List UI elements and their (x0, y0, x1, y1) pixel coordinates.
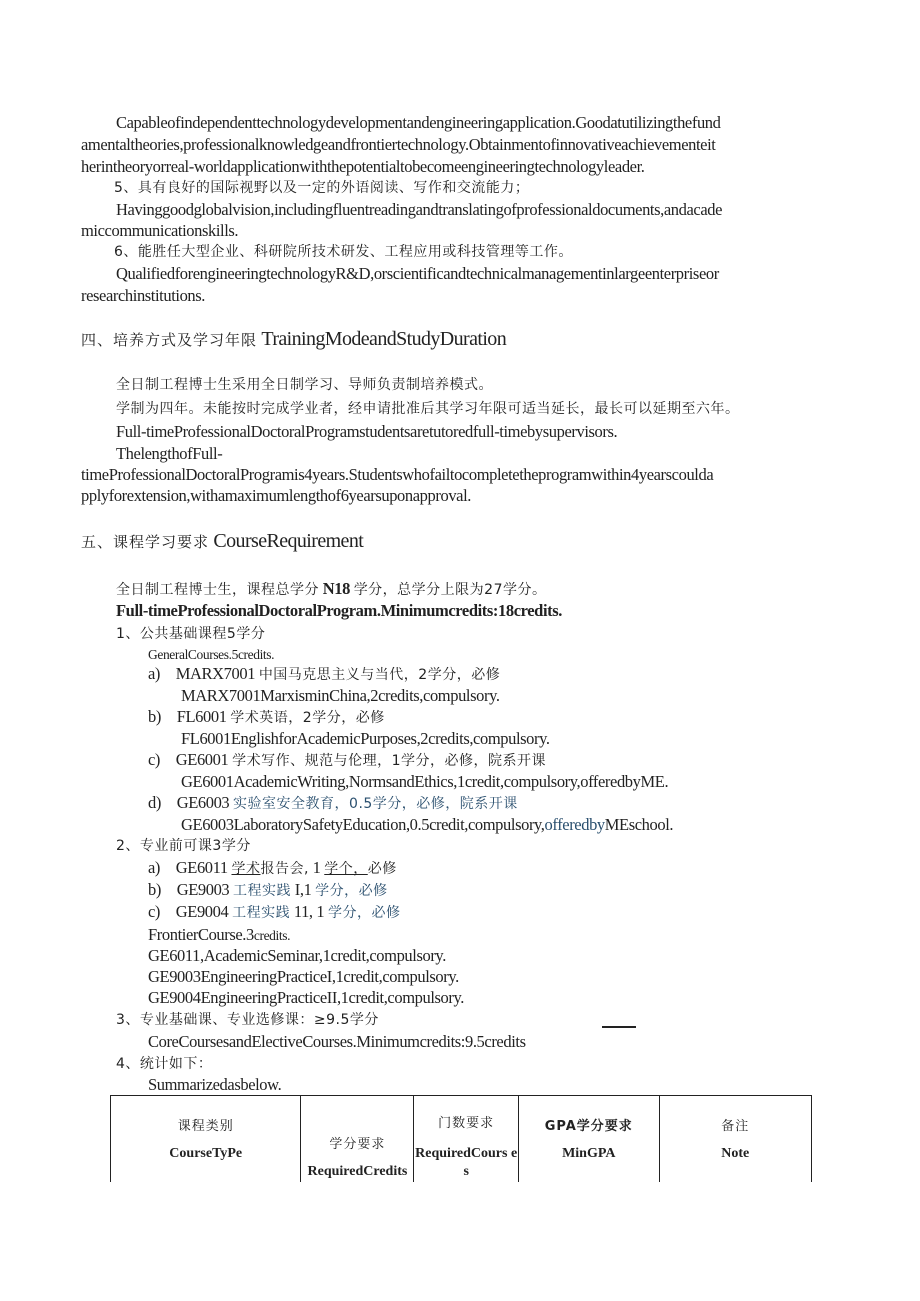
summary-title: 4、统计如下： (116, 1056, 213, 1072)
credit-summary-en: Full-timeProfessionalDoctoralProgram.Minimumcredits:18credits. (116, 601, 562, 620)
frontier-a-credits: 1 (312, 858, 321, 877)
table-header-required-credits-en: RequiredCredits (307, 1163, 408, 1179)
objective-6-zh: 6、能胜任大型企业、科研院所技术研发、工程应用或科技管理等工作。 (114, 244, 573, 260)
course-d-en-highlight: offeredby (544, 815, 605, 834)
course-d-line (148, 792, 518, 815)
credit-summary-zh (116, 578, 547, 601)
table-header-course-type-en: CourseTyPe (169, 1146, 243, 1162)
table-header-required-courses (414, 1096, 519, 1182)
credit-summary-zh-part-2: 学分，总学分上限为27学分。 (353, 582, 547, 598)
section-4-heading-zh: 四、培养方式及学习年限 (81, 331, 258, 349)
objective-5-en-line-1: Havinggoodglobalvision,includingfluentreadingandtranslatingofprofessionaldocuments,andacade (116, 200, 723, 219)
table-header-course-type-zh: 课程类别 (177, 1119, 234, 1135)
objective-4-en-line-2: amentaltheories,professionalknowledgeandfrontiertechnology.Obtainmentofinnovativeachievementeit (81, 135, 716, 154)
credit-summary-zh-part-1: 全日制工程博士生，课程总学分 (116, 582, 319, 598)
course-c-line (148, 749, 546, 772)
table-header-note-en: Note (721, 1146, 750, 1162)
course-summary-table (110, 1095, 812, 1182)
frontier-c-credits: 11, 1 (293, 902, 325, 921)
frontier-en-line-0 (148, 924, 290, 947)
table-header-required-courses-zh: 门数要求 (438, 1116, 495, 1131)
frontier-a-line (148, 857, 397, 880)
course-a-line (148, 663, 500, 686)
frontier-c-letter: c) (148, 902, 161, 921)
frontier-b-zh-2: 学分，必修 (315, 883, 388, 899)
course-b-letter: b) (148, 707, 161, 726)
section-4-en-line-3: timeProfessionalDoctoralProgramis4years.Studentswhofailtocompletetheprogramwithin4yearscoulda (81, 465, 714, 484)
course-a-code: MARX7001 (175, 664, 256, 683)
frontier-b-letter: b) (148, 880, 161, 899)
objective-5-zh: 5、具有良好的国际视野以及一定的外语阅读、写作和交流能力； (114, 180, 530, 196)
credit-summary-number: N18 (322, 579, 350, 598)
course-a-en: MARX7001MarxisminChina,2credits,compulsory. (181, 686, 500, 705)
course-b-en: FL6001EnglishforAcademicPurposes,2credits,compulsory. (181, 729, 550, 748)
table-header-note (659, 1096, 811, 1182)
section-4-heading (81, 328, 506, 351)
course-d-code: GE6003 (176, 793, 230, 812)
frontier-en-line-2: GE9003EngineeringPracticeI,1credit,compulsory. (148, 967, 459, 986)
frontier-courses-title: 2、专业前可课3学分 (116, 838, 251, 854)
objective-4-en-line-3: herintheoryorreal-worldapplicationwiththepotentialtobecomeengineeringtechnologyleader. (81, 157, 645, 176)
general-courses-en: GeneralCourses.5credits. (148, 647, 275, 662)
frontier-b-line (148, 879, 388, 902)
frontier-a-letter: a) (148, 858, 161, 877)
frontier-en-part-1: FrontierCourse.3 (148, 925, 254, 944)
course-a-letter: a) (148, 664, 161, 683)
frontier-c-line (148, 901, 400, 924)
frontier-a-code: GE6011 (175, 858, 228, 877)
blank-dash-line (602, 1026, 636, 1028)
frontier-b-code: GE9003 (176, 880, 230, 899)
course-c-en: GE6001AcademicWriting,NormsandEthics,1credit,compulsory,offeredbyME. (181, 772, 669, 791)
frontier-a-zh-underlined-1: 学术 (231, 861, 261, 877)
section-4-heading-en: TrainingModeandStudyDuration (261, 328, 507, 350)
core-courses-en: CoreCoursesandElectiveCourses.Minimumcredits:9.5credits (148, 1032, 526, 1051)
general-courses-title: 1、公共基础课程5学分 (116, 626, 266, 642)
table-header-note-zh: 备注 (721, 1119, 750, 1135)
frontier-c-code: GE9004 (175, 902, 229, 921)
course-c-code: GE6001 (175, 750, 229, 769)
table-header-required-credits (301, 1096, 414, 1182)
table-header-min-gpa (518, 1096, 659, 1182)
course-b-code: FL6001 (176, 707, 227, 726)
course-d-zh: 实验室安全教育，0.5学分，必修，院系开课 (233, 796, 518, 812)
section-4-zh-line-2: 学制为四年。未能按时完成学业者，经申请批准后其学习年限可适当延长，最长可以延期至六年。 (116, 401, 740, 417)
table-header-required-credits-zh: 学分要求 (329, 1136, 386, 1152)
course-b-zh: 学术英语，2学分，必修 (230, 710, 385, 726)
course-d-letter: d) (148, 793, 161, 812)
course-c-letter: c) (148, 750, 161, 769)
objective-6-en-line-1: QualifiedforengineeringtechnologyR&D,orscientificandtechnicalmanagementinlargeenterpriseor (116, 264, 719, 283)
table-header-course-type (111, 1096, 301, 1182)
core-courses-title: 3、专业基础课、专业选修课：≥9.5学分 (116, 1012, 379, 1028)
frontier-en-line-1: GE6011,AcademicSeminar,1credit,compulsory. (148, 946, 446, 965)
table-header-min-gpa-en: MinGPA (562, 1146, 616, 1162)
course-d-en (181, 814, 673, 836)
course-d-en-part-2: MEschool. (604, 815, 674, 834)
section-4-en-line-2: ThelengthofFull- (116, 444, 223, 463)
section-5-heading (81, 530, 363, 553)
table-header-min-gpa-zh: GPA学分要求 (544, 1119, 633, 1135)
course-d-en-part-1: GE6003LaboratorySafetyEducation,0.5credit,compulsory, (181, 815, 545, 834)
course-a-zh: 中国马克思主义与当代，2学分，必修 (258, 667, 501, 683)
section-5-heading-en: CourseRequirement (213, 530, 364, 552)
objective-6-en-line-2: researchinstitutions. (81, 286, 206, 305)
frontier-c-zh: 工程实践 (232, 905, 291, 921)
course-b-line (148, 706, 385, 729)
objective-4-en-line-1: Capableofindependenttechnologydevelopmentandengineeringapplication.Goodatutilizingthefund (116, 113, 721, 132)
frontier-b-credits: I,1 (294, 880, 312, 899)
frontier-a-zh: 报告会, (260, 861, 309, 877)
frontier-a-zh-underlined-2: 学个， (324, 861, 368, 877)
table-header-required-courses-en: RequiredCours es (415, 1146, 518, 1179)
section-4-en-line-1: Full-timeProfessionalDoctoralProgramstudentsaretutoredfull-timebysupervisors. (116, 422, 618, 441)
summary-en: Summarizedasbelow. (148, 1075, 282, 1094)
table-header-row (111, 1096, 812, 1182)
section-4-en-line-4: pplyforextension,withamaximumlengthof6yearsuponapproval. (81, 486, 472, 505)
frontier-a-zh-compulsory: 必修 (367, 861, 397, 877)
section-4-zh-line-1: 全日制工程博士生采用全日制学习、导师负责制培养模式。 (116, 377, 493, 393)
section-5-heading-zh: 五、课程学习要求 (81, 533, 210, 551)
frontier-en-line-3: GE9004EngineeringPracticeII,1credit,compulsory. (148, 988, 464, 1007)
frontier-b-zh: 工程实践 (233, 883, 292, 899)
frontier-c-zh-2: 学分，必修 (327, 905, 401, 921)
objective-5-en-line-2: miccommunicationskills. (81, 221, 239, 240)
course-c-zh: 学术写作、规范与伦理，1学分，必修，院系开课 (232, 753, 547, 769)
frontier-en-part-2: credits. (253, 928, 291, 943)
